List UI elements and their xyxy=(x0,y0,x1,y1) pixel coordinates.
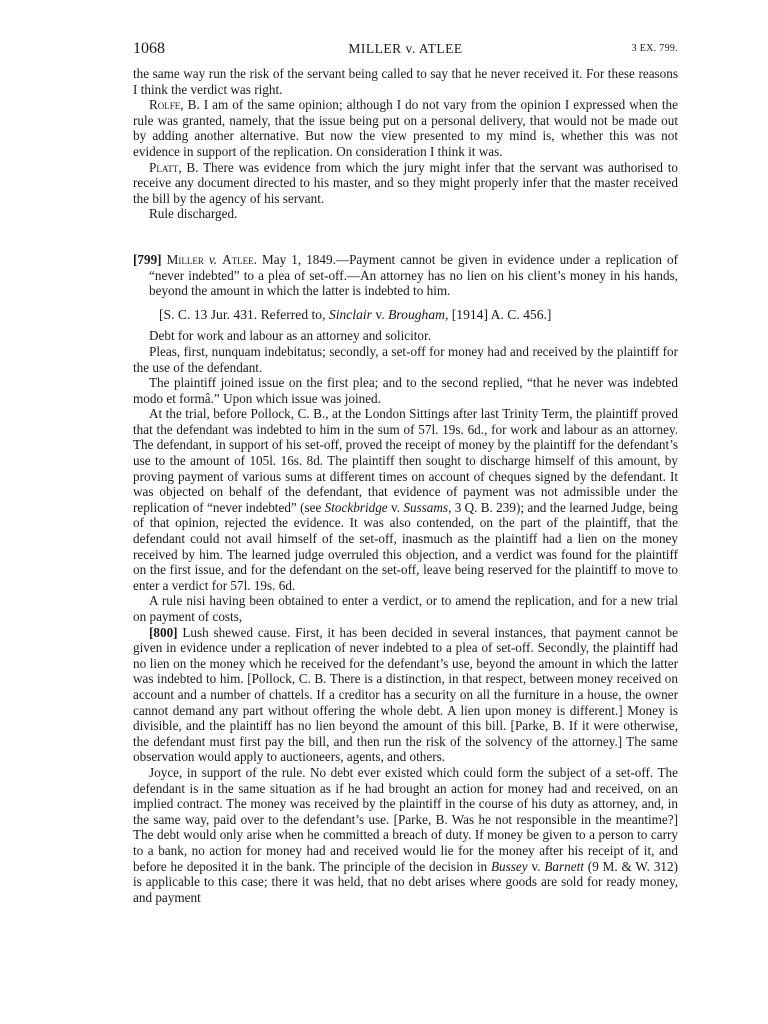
trial-text-2: , 3 Q. B. 239); and the learned Judge, being of that opinion, rejected the evidence. It was also contended, on the part of the plaintiff, that the defendant could not avail himself of the set-off, inasmuch as the plaintiff had a lien on the money received by him. The learned judge overruled this objection, and a verdict was found for the plaintiff on the first issue, and for the defendant on the set-off, leave being reserved for the plaintiff to move to enter a verdict for 57l. 19s. 6d. xyxy=(133,499,678,593)
judge-name-rolfe: Rolfe xyxy=(149,97,181,113)
case-name-stockbridge: Stockbridge xyxy=(324,499,388,515)
paragraph-rolfe xyxy=(133,97,678,159)
page-marker-800: [800] xyxy=(149,624,178,640)
paragraph-platt xyxy=(133,160,678,207)
running-title: MILLER v. ATLEE xyxy=(348,41,463,56)
platt-opinion: , B. There was evidence from which the jury might infer that the servant was authorised to receive any document directed to his master, and so they might properly infer that the master received the bill by the agency of his servant. xyxy=(133,159,678,206)
case-name-bussey: Bussey xyxy=(490,858,528,874)
case-party-miller: Miller xyxy=(166,251,204,267)
page-marker-799: [799] xyxy=(133,251,162,267)
rolfe-opinion: , B. I am of the same opinion; although I do not vary from the opinion I expressed when the rule was granted, namely, that the issue being put on a personal delivery, that would not be made out by adding another alternative. But now the view presented to my mind is, whether this was not evidence in support of the replication. On consideration I think it was. xyxy=(133,97,678,159)
joyce-versus: v. xyxy=(527,858,545,874)
report-citation: 3 EX. 799. xyxy=(631,43,678,54)
paragraph-continuation: the same way run the risk of the servant being called to say that he never received it. For these reasons I think the verdict was right. xyxy=(133,66,678,97)
case-citation-line xyxy=(133,307,678,323)
trial-text-1: At the trial, before Pollock, C. B., at the London Sittings after last Trinity Term, the plaintiff proved that the defendant was indebted to him in the sum of 57l. 19s. 6d., for work and labour as an attorney. The defendant, in support of his set-off, proved the receipt of money by the plaintiff for the defendant’s use to the amount of 105l. 16s. 8d. The plaintiff then sought to discharge himself of this amount, by proving payment of various sums at different times on account of cheques signed by the defendant. It was objected on behalf of the defendant, that evidence of payment was not admissible under the replication of “never indebted” (see xyxy=(133,406,678,515)
case-name-sussams: Sussams xyxy=(403,499,449,515)
rule-discharged: Rule discharged. xyxy=(149,206,238,222)
case-party-atlee: Atlee xyxy=(222,251,254,267)
citation-case-sinclair: Sinclair xyxy=(328,306,372,322)
page-body xyxy=(133,66,678,905)
case-headnote xyxy=(133,252,678,299)
citation-versus: v. xyxy=(371,306,389,322)
judge-name-platt: Platt xyxy=(149,159,179,175)
running-head xyxy=(133,40,678,60)
paragraph-debt: Debt for work and labour as an attorney and solicitor. xyxy=(149,328,431,344)
page-number: 1068 xyxy=(133,40,165,57)
headnote-text: . May 1, 1849.—Payment cannot be given in evidence under a replication of “never indebted” to a plea of set-off.—An attorney has no lien on his client’s money in his hands, beyond the amount in which the latter is indebted to him. xyxy=(149,251,679,299)
citation-case-brougham: Brougham xyxy=(388,306,445,322)
paragraph-joined: The plaintiff joined issue on the first plea; and to the second replied, “that he never was indebted modo et formâ.” Upon which issue was joined. xyxy=(133,375,678,406)
paragraph-lush xyxy=(133,625,678,765)
citation-text: [S. C. 13 Jur. 431. Referred to, xyxy=(159,306,329,322)
trial-versus: v. xyxy=(387,499,404,515)
citation-report: , [1914] A. C. 456.] xyxy=(444,306,552,322)
paragraph-rule-nisi: A rule nisi having been obtained to enter a verdict, or to amend the replication, and for a new trial on payment of costs, xyxy=(133,593,678,624)
paragraph-trial xyxy=(133,406,678,593)
lush-argument: Lush shewed cause. First, it has been decided in several instances, that payment cannot be given in evidence under a replication of never indebted to a plea of set-off. Secondly, the plaintiff had no lien on the money which he received for the defendant’s use, beyond the amount in which the latter was indebted to him. [Pollock, C. B. There is a distinction, in that respect, between money received on account and a number of chattels. If a creditor has a security on all the furniture in a house, the owner cannot demand any part without offering the whole debt. A lien upon money is different.] Money is divisible, and the plaintiff has no lien beyond the amount of this bill. [Parke, B. If it were otherwise, the defendant must first pay the bill, and then run the risk of the solvency of the attorney.] The same observation would apply to auctioneers, agents, and others. xyxy=(133,624,678,765)
joyce-text-1: Joyce, in support of the rule. No debt ever existed which could form the subject of a set-off. The defendant is in the same situation as if he had brought an action for money had and received, on an implied contract. The money was received by the plaintiff in the course of his duty as attorney, and, in the same way, paid over to the defendant’s use. [Parke, B. Was he not responsible in the meantime?] The debt would only arise when he committed a breach of duty. If money be given to a person to carry to a bank, no action for money had and received would lie for the money after his receipt of it, and before he deposited it in the bank. The principle of the decision in xyxy=(133,764,678,874)
case-name-barnett: Barnett xyxy=(544,858,584,874)
joyce-text-2: (9 M. & W. 312) is applicable to this case; there it was held, that no debt arises where goods are sold for ready money, and payment xyxy=(133,858,678,905)
case-versus: v. xyxy=(208,251,218,267)
paragraph-pleas: Pleas, first, nunquam indebitatus; secondly, a set-off for money had and received by the plaintiff for the use of the defendant. xyxy=(133,343,678,375)
paragraph-joyce xyxy=(133,765,678,905)
